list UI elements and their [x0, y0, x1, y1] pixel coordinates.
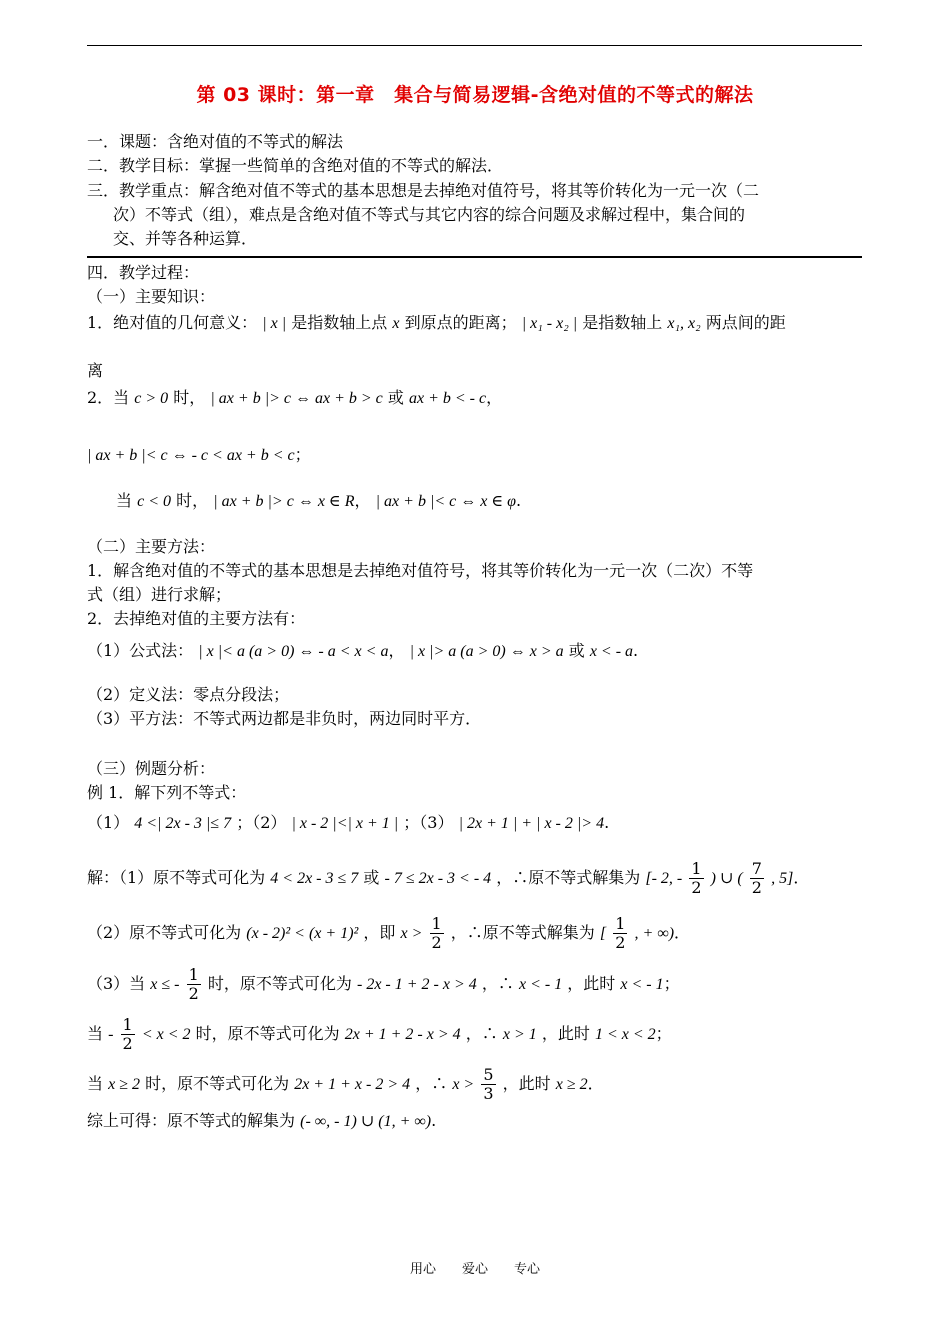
method-2: 2．去掉绝对值的主要方法有：	[87, 609, 306, 628]
solution-2: （2）原不等式可化为 (x - 2)² < (x + 1)² ，即 x > $\frac{1}{2}$ ，∴原不等式解集为 [ $\frac{1}{2}$ , + ∞)．	[87, 914, 691, 952]
topic-line: 一．课题：含绝对值的不等式的解法	[87, 132, 344, 151]
page-title: 第 03 课时：第一章 集合与简易逻辑-含绝对值的不等式的解法	[196, 84, 754, 106]
fraction-one-half: $\frac{1}{2}$	[615, 914, 626, 952]
section-rule	[87, 256, 862, 258]
knowledge-item-1: 1．绝对值的几何意义： | x | 是指数轴上点 x 到原点的距离； | x₁ - x₂ | 是指数轴上 x₁, x₂ 两点间的距	[87, 313, 786, 332]
focus-line-2: 次）不等式（组），难点是含绝对值不等式与其它内容的综合问题及求解过程中，集合间的	[113, 205, 746, 224]
knowledge-heading: （一）主要知识：	[87, 287, 216, 306]
focus-line-3: 交、并等各种运算．	[113, 229, 258, 248]
page-footer: 用心 爱心 专心	[409, 1262, 540, 1277]
solution-1: 解：（1）原不等式可化为 4 < 2x - 3 ≤ 7 或 - 7 ≤ 2x - 3 < - 4 ，∴原不等式解集为 [- 2, - $\frac{1}{2}$ ) ∪ ( $\frac{7}{2}$ , 5]．	[87, 859, 810, 897]
fraction-one-half: $\frac{1}{2}$	[188, 965, 199, 1003]
knowledge-item-2-formula: | ax + b |< c ⇔ - c < ax + b < c；	[87, 445, 311, 464]
fraction-one-half: $\frac{1}{2}$	[122, 1015, 133, 1053]
methods-heading: （二）主要方法：	[87, 537, 216, 556]
fraction-one-half: $\frac{1}{2}$	[431, 914, 442, 952]
fraction-seven-half: $\frac{7}{2}$	[751, 859, 762, 897]
header-rule	[87, 45, 862, 46]
method-1-line-1: 1．解含绝对值的不等式的基本思想是去掉绝对值符号，将其等价转化为一元一次（二次）不等	[87, 561, 754, 580]
objective-line: 二．教学目标：掌握一些简单的含绝对值的不等式的解法．	[87, 156, 504, 175]
solution-3-case-2: 当 - $\frac{1}{2}$ < x < 2 时，原不等式可化为 2x + 1 + 2 - x > 4 ，∴ x > 1 ，此时 1 < x < 2；	[87, 1015, 672, 1053]
solution-3-case-3: 当 x ≥ 2 时，原不等式可化为 2x + 1 + x - 2 > 4 ，∴ x > $\frac{5}{3}$ ，此时 x ≥ 2．	[87, 1065, 604, 1103]
knowledge-item-1-cont: 离	[87, 361, 104, 380]
knowledge-item-3: 当 c < 0 时， | ax + b |> c ⇔ x ∈ R， | ax + b |< c ⇔ x ∈ φ.	[116, 491, 522, 510]
solution-3-case-1: （3）当 x ≤ - $\frac{1}{2}$ 时，原不等式可化为 - 2x - 1 + 2 - x > 4 ，∴ x < - 1 ，此时 x < - 1；	[87, 965, 680, 1003]
example-1-title: 例 1．解下列不等式：	[87, 783, 247, 802]
fraction-one-half: $\frac{1}{2}$	[691, 859, 702, 897]
method-definition: （2）定义法：零点分段法；	[87, 685, 290, 704]
method-1-line-2: 式（组）进行求解；	[87, 585, 232, 604]
method-formula: （1）公式法： | x |< a (a > 0) ⇔ - a < x < a， | x |> a (a > 0) ⇔ x > a 或 x < - a.	[87, 641, 639, 660]
example-1-problems: （1） 4 <| 2x - 3 |≤ 7 ；（2） | x - 2 |<| x + 1 | ；（3） | 2x + 1 | + | x - 2 |> 4.	[87, 813, 610, 832]
focus-line-1: 三．教学重点：解含绝对值不等式的基本思想是去掉绝对值符号，将其等价转化为一元一次（二	[87, 181, 760, 200]
method-square: （3）平方法：不等式两边都是非负时，两边同时平方．	[87, 709, 482, 728]
examples-heading: （三）例题分析：	[87, 759, 216, 778]
knowledge-item-2: 2．当 c > 0 时， | ax + b |> c ⇔ ax + b > c 或 ax + b < - c，	[87, 388, 503, 407]
fraction-five-thirds: $\frac{5}{3}$	[483, 1065, 494, 1103]
process-heading: 四．教学过程：	[87, 263, 200, 282]
solution-conclusion: 综上可得：原不等式的解集为 (- ∞, - 1) ∪ (1, + ∞).	[87, 1111, 437, 1130]
